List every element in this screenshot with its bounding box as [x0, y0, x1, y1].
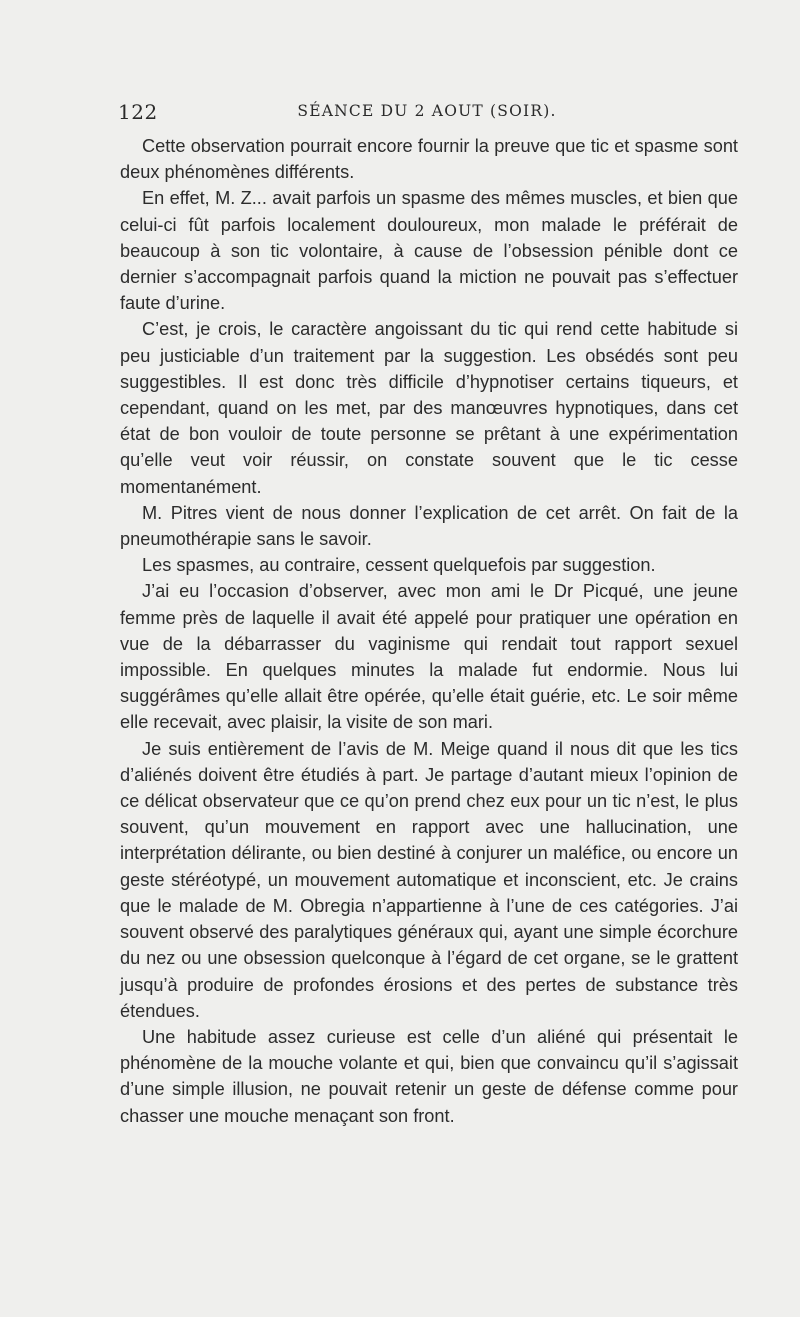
- paragraph: M. Pitres vient de nous donner l’explication de cet arrêt. On fait de la pneumothérapie sans le savoir.: [120, 502, 738, 550]
- paragraph: En effet, M. Z... avait parfois un spasme des mêmes muscles, et bien que celui-ci fût parfois localement douloureux, mon malade le préférait de beaucoup à son tic volontaire, à cause de l’obsession pénible dont ce dernier s’accompagnait parfois quand la miction ne pouvait pas s’effectuer faute d’urine.: [120, 188, 738, 314]
- paragraph: Les spasmes, au contraire, cessent quelquefois par suggestion.: [142, 555, 656, 576]
- paragraph: Je suis entièrement de l’avis de M. Meige quand il nous dit que les tics d’aliénés doivent être étudiés à part. Je partage d’autant mieux l’opinion de ce délicat observateur que ce qu’on prend chez eux pour un tic n’est, le plus souvent, qu’un mouvement en rapport avec une hallucination, une interprétation délirante, ou bien destiné à conjurer un maléfice, ou encore un geste stéréotypé, un mouvement automatique et inconscient, etc. Je crains que le malade de M. Obregia n’appartienne à l’une de ces catégories. J’ai souvent observé des paralytiques généraux qui, ayant une simple écorchure du nez ou une obsession quelconque à l’égard de cet organe, se le grattent jusqu’à produire de profondes érosions et des pertes de substance très étendues.: [120, 738, 738, 1021]
- paragraph: J’ai eu l’occasion d’observer, avec mon ami le Dr Picqué, une jeune femme près de laquelle il avait été appelé pour pratiquer une opération en vue de la débarrasser du vaginisme qui rendait tout rapport sexuel impossible. En quelques minutes la malade fut endormie. Nous lui suggérâmes qu’elle allait être opérée, qu’elle était guérie, etc. Le soir même elle recevait, avec plaisir, la visite de son mari.: [120, 581, 738, 733]
- paragraph: Une habitude assez curieuse est celle d’un aliéné qui présentait le phénomène de la mouche volante et qui, bien que convaincu qu’il s’agissait d’une simple illusion, ne pouvait retenir un geste de défense comme pour chasser une mouche menaçant son front.: [120, 1026, 738, 1126]
- running-title: SÉANCE DU 2 AOUT (SOIR).: [297, 102, 557, 120]
- paragraph: C’est, je crois, le caractère angoissant du tic qui rend cette habitude si peu justiciable d’un traitement par la suggestion. Les obsédés sont peu suggestibles. Il est donc très difficile d’hypnotiser certains tiqueurs, et cependant, quand on les met, par des manœuvres hypnotiques, dans cet état de bon vouloir de toute personne se prêtant à une expérimentation qu’elle veut voir réussir, on constate souvent que le tic cesse momentanément.: [120, 319, 738, 497]
- paragraph: Cette observation pourrait encore fournir la preuve que tic et spasme sont deux phénomènes différents.: [120, 136, 738, 183]
- running-head: [118, 100, 736, 126]
- body-text: [120, 133, 738, 1129]
- page-number: 122: [118, 100, 158, 124]
